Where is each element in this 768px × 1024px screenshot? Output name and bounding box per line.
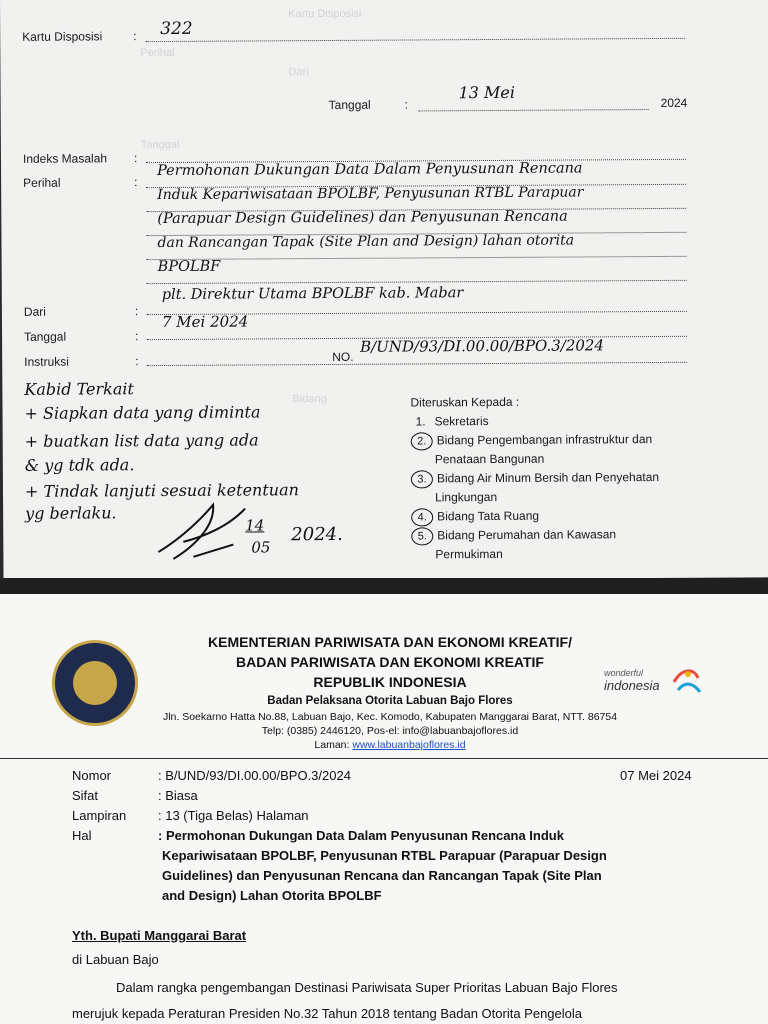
fill-line xyxy=(147,256,687,260)
forward-item-text: Bidang Pengembangan infrastruktur dan xyxy=(436,432,653,448)
hal-line: : Permohonan Dukungan Data Dalam Penyusunan Rencana Induk xyxy=(158,828,564,843)
indeks-masalah-label: Indeks Masalah xyxy=(22,151,108,166)
lampiran-label: Lampiran xyxy=(72,808,127,823)
colon: : xyxy=(134,175,138,190)
colon: : xyxy=(135,354,139,369)
hal-line: Guidelines) dan Penyusunan Rencana dan Rancangan Tapak (Site Plan xyxy=(162,868,602,883)
tanggal2-handwritten: 7 Mei 2024 xyxy=(161,312,249,332)
forward-item-text: Sekretaris xyxy=(434,414,489,429)
colon: : xyxy=(135,329,139,344)
official-letter xyxy=(0,594,768,1024)
garuda-icon xyxy=(73,661,117,705)
hal-label: Hal xyxy=(72,828,92,843)
kartu-disposisi-value: 322 xyxy=(160,18,193,40)
hal-line: Kepariwisataan BPOLBF, Penyusunan RTBL Parapuar (Parapuar Design xyxy=(162,848,607,863)
bleed-through-text: Dari xyxy=(288,66,309,79)
dari-handwritten: plt. Direktur Utama BPOLBF kab. Mabar xyxy=(161,285,464,304)
forward-item-text: Permukiman xyxy=(435,546,503,562)
addressee: Yth. Bupati Manggarai Barat xyxy=(72,928,247,943)
forward-item xyxy=(411,487,711,508)
forward-item-text: Bidang Perumahan dan Kawasan xyxy=(437,527,617,543)
fill-line xyxy=(147,280,687,284)
letter-date: 07 Mei 2024 xyxy=(620,768,692,783)
bleed-through-text: Tanggal xyxy=(140,138,180,152)
forward-items xyxy=(411,411,712,565)
colon: : xyxy=(133,29,137,44)
perihal-label: Perihal xyxy=(23,175,61,190)
lampiran-value: : 13 (Tiga Belas) Halaman xyxy=(158,808,309,823)
forward-list xyxy=(410,392,711,565)
colon: : xyxy=(134,304,139,319)
note-line: yg berlaku. xyxy=(25,503,117,523)
bleed-through-text: Perihal xyxy=(140,46,175,60)
instruksi-label: Instruksi xyxy=(24,354,69,369)
signature-icon xyxy=(153,496,253,567)
item-number: 1. xyxy=(415,414,426,429)
forward-item-text: Bidang Air Minum Bersih dan Penyehatan xyxy=(436,469,660,486)
forward-title: Diteruskan Kepada : xyxy=(410,394,520,410)
nomor-label: Nomor xyxy=(72,768,112,783)
perihal-handwritten-line: (Parapuar Design Guidelines) dan Penyusunan Rencana xyxy=(157,208,568,228)
kemenparekraf-emblem-icon xyxy=(52,640,138,726)
forward-item xyxy=(411,506,711,527)
sign-day: 14 xyxy=(245,516,265,535)
forward-item xyxy=(411,430,711,451)
letterhead-line3: REPUBLIK INDONESIA xyxy=(313,674,467,690)
website-link[interactable]: www.labuanbajoflores.id xyxy=(352,739,466,751)
sifat-value: : Biasa xyxy=(158,788,198,803)
dari-label: Dari xyxy=(23,304,46,319)
fill-line xyxy=(145,38,685,42)
forward-item xyxy=(411,468,711,489)
wonderful-indonesia-icon xyxy=(668,662,704,698)
addressee-location: di Labuan Bajo xyxy=(72,952,159,967)
note-line: + Tindak lanjuti sesuai ketentuan xyxy=(24,480,299,501)
sign-year: 2024. xyxy=(291,523,343,546)
wonderful-indonesia-logo: wonderful indonesia xyxy=(604,668,660,693)
sign-month: 05 xyxy=(251,538,271,557)
circled-number: 3. xyxy=(411,470,433,488)
note-line: Kabid Terkait xyxy=(24,379,134,399)
hal-line: and Design) Lahan Otorita BPOLBF xyxy=(162,888,382,903)
kartu-disposisi-label: Kartu Disposisi xyxy=(22,29,103,44)
letterhead-website: Laman: www.labuanbajoflores.id xyxy=(314,739,466,751)
forward-item xyxy=(411,449,711,470)
tanggal-year: 2024 xyxy=(660,95,688,110)
forward-item xyxy=(411,525,711,546)
perihal-handwritten-line: Induk Kepariwisataan BPOLBF, Penyusunan RTBL Parapuar xyxy=(157,184,584,204)
fill-line xyxy=(147,362,687,366)
perihal-handwritten-line: BPOLBF xyxy=(157,258,221,276)
letterhead-divider xyxy=(0,758,768,759)
no-handwritten: B/UND/93/DI.00.00/BPO.3/2024 xyxy=(360,336,605,356)
tanggal-handwritten: 13 Mei xyxy=(458,82,516,103)
letterhead-line1: KEMENTERIAN PARIWISATA DAN EKONOMI KREATIF/ xyxy=(208,634,572,650)
colon: : xyxy=(404,97,409,112)
letterhead-line2: BADAN PARIWISATA DAN EKONOMI KREATIF xyxy=(236,654,544,670)
forward-item xyxy=(411,411,711,432)
fill-line xyxy=(419,109,649,111)
letterhead-contact: Telp: (0385) 2446120, Pos-el: info@labuanbajoflores.id xyxy=(261,725,519,737)
perihal-handwritten-line: dan Rancangan Tapak (Site Plan and Design) lahan otorita xyxy=(157,232,575,252)
note-line: + buatkan list data yang ada xyxy=(24,430,259,451)
body-paragraph-line: Dalam rangka pengembangan Destinasi Pariwisata Super Prioritas Labuan Bajo Flores xyxy=(116,980,618,995)
circled-number: 2. xyxy=(411,432,433,450)
forward-item xyxy=(411,544,711,565)
perihal-handwritten-line: Permohonan Dukungan Data Dalam Penyusunan Rencana xyxy=(156,160,583,180)
letterhead-address: Jln. Soekarno Hatta No.88, Labuan Bajo, Kec. Komodo, Kabupaten Manggarai Barat, NTT. 86754 xyxy=(162,711,618,723)
tanggal-label: Tanggal xyxy=(328,97,371,112)
body-paragraph-line: merujuk kepada Peraturan Presiden No.32 Tahun 2018 tentang Badan Otorita Pengelola xyxy=(72,1006,583,1021)
forward-item-text: Penataan Bangunan xyxy=(434,451,545,467)
note-line: & yg tdk ada. xyxy=(24,455,135,475)
tanggal2-label: Tanggal xyxy=(24,329,67,344)
forward-item-text: Lingkungan xyxy=(435,489,498,505)
bleed-through-text: Kartu Disposisi xyxy=(288,7,362,21)
colon: : xyxy=(133,151,138,166)
letterhead-agency: Badan Pelaksana Otorita Labuan Bajo Flores xyxy=(267,695,513,707)
circled-number: 4. xyxy=(411,508,433,526)
nomor-value: : B/UND/93/DI.00.00/BPO.3/2024 xyxy=(158,768,351,783)
forward-item-text: Bidang Tata Ruang xyxy=(437,508,540,524)
bleed-through-text: Bidang xyxy=(292,393,327,406)
circled-number: 5. xyxy=(411,527,433,545)
no-label: NO. xyxy=(332,349,354,364)
sifat-label: Sifat xyxy=(72,788,99,803)
note-line: + Siapkan data yang diminta xyxy=(24,402,261,423)
